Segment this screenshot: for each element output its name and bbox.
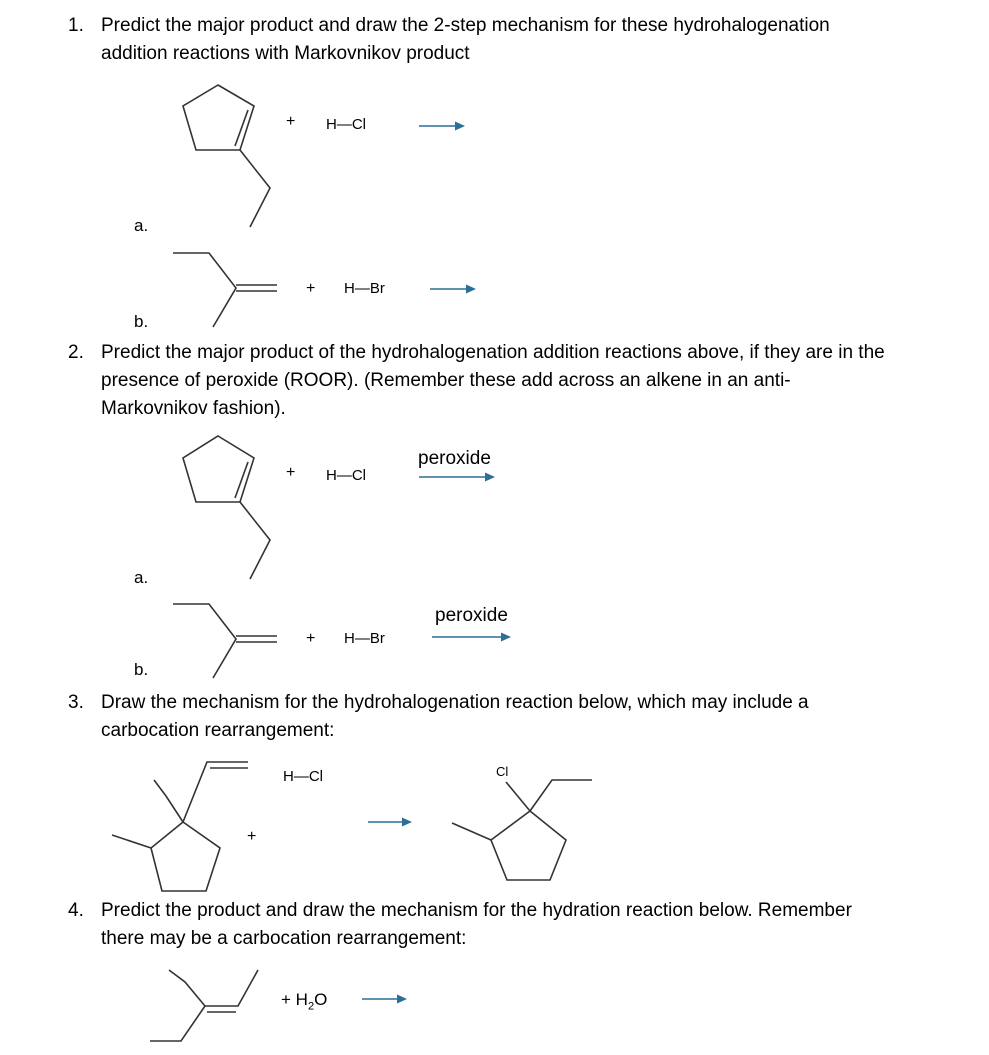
q1-text-line2: addition reactions with Markovnikov product <box>101 43 470 64</box>
q2-number: 2. <box>68 342 84 363</box>
q2a-reagent: H—Cl <box>326 467 366 484</box>
q1b-plus: + <box>306 280 316 297</box>
q3-reactant-structure <box>112 762 248 891</box>
q1a-arrowhead <box>455 122 465 131</box>
q1b-alkene-structure <box>173 253 277 327</box>
q2a-plus: + <box>286 464 296 481</box>
q1b-arrowhead <box>466 285 476 294</box>
q1a-cyclopentene-structure <box>183 85 270 227</box>
q1b-label: b. <box>134 312 149 331</box>
q1-text-line1: Predict the major product and draw the 2-step mechanism for these hydrohalogenation <box>101 15 830 36</box>
q2a-cyclopentene-structure <box>183 436 270 579</box>
q2-text-line3: Markovnikov fashion). <box>101 398 286 419</box>
q2b-arrowhead <box>501 633 511 642</box>
q4-reagent-o: O <box>314 990 328 1009</box>
q2b-label: b. <box>134 660 149 679</box>
q4-number: 4. <box>68 900 84 921</box>
q2b-condition: peroxide <box>435 605 508 626</box>
q3-number: 3. <box>68 692 84 713</box>
q2a-arrowhead <box>485 473 495 482</box>
q4-reagent-sub: 2 <box>307 1000 315 1013</box>
q3-reagent: H—Cl <box>283 768 323 785</box>
q4-text-line2: there may be a carbocation rearrangement: <box>101 928 467 949</box>
q2b-plus: + <box>306 630 316 647</box>
q1a-reagent: H—Cl <box>326 116 366 133</box>
q3-plus: + <box>247 828 257 845</box>
q2b-reagent: H—Br <box>344 630 385 647</box>
q3-text-line2: carbocation rearrangement: <box>101 720 335 741</box>
q4-reagent-h: + H <box>281 990 308 1009</box>
q1b-reagent: H—Br <box>344 280 385 297</box>
q2-text-line2: presence of peroxide (ROOR). (Remember these add across an alkene in an anti- <box>101 370 791 391</box>
q2b-alkene-structure <box>173 604 277 678</box>
q3-product-structure <box>452 780 592 880</box>
q3-text-line1: Draw the mechanism for the hydrohalogenation reaction below, which may include a <box>101 692 809 713</box>
q3-product-cl: Cl <box>496 764 509 779</box>
q2a-condition: peroxide <box>418 448 491 469</box>
q1a-plus: + <box>286 113 296 130</box>
q4-text-line1: Predict the product and draw the mechanism for the hydration reaction below. Remember <box>101 900 852 921</box>
q1a-label: a. <box>134 216 149 235</box>
q2-text-line1: Predict the major product of the hydrohalogenation addition reactions above, if they are in the <box>101 342 885 363</box>
q4-alkene-structure <box>150 970 258 1041</box>
q3-arrowhead <box>402 818 412 827</box>
q1-number: 1. <box>68 15 84 36</box>
q2a-label: a. <box>134 568 149 587</box>
q4-arrowhead <box>397 995 407 1004</box>
